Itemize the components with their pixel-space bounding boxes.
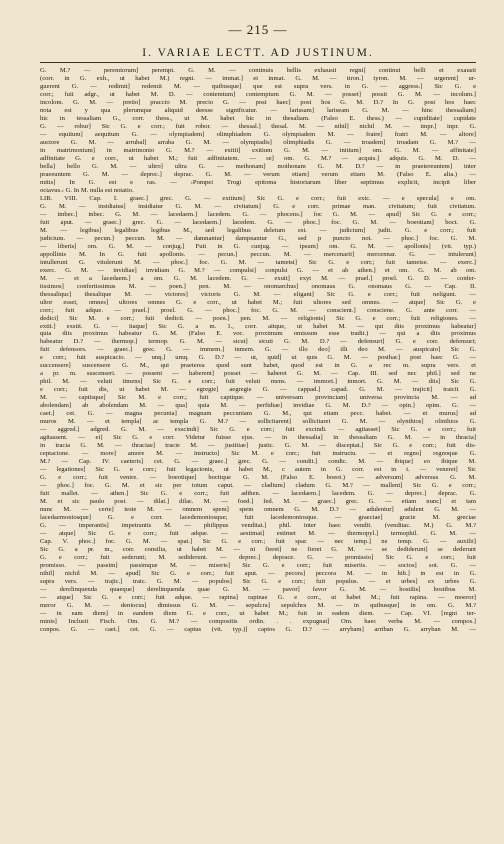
text-line: G. e corr.; fuit venire. — boeotique] boctique G. M. (Falso E. boeot.) — adversum] adversus G. M. — [40, 474, 476, 482]
text-line: conpos. G. — caet.] cet. G. — captus (vit. typ.)] captos G. D.? — arrybam] arriban G. arryban M. — — [40, 625, 476, 633]
text-line: corr.; fuit adque. — prael.] proel. G. — phoc.] foc. G. M. — conscient.] consciene. G. ante corr. — — [40, 306, 476, 314]
text-line: G. M. — insidiatus] insidiatur G. M. — civitatum] G. e corr. primae man. civitatum; fuit civitatum. — [40, 202, 476, 210]
text-line: in matrimonium] in matrimonio G. M.? — exitii] exitium G. M. — initium] om. G. M. — affinitate] — [40, 146, 476, 154]
text-line: supra vers. — trajic.] traic. G. M. — populos] Sic G. e corr.; fuit populus. — et urbes] ex urbes G. — [40, 578, 476, 585]
text-line: fuit aput. — graec.] grec. G. — lacedaem.] lacedem. G. — phoc.] foc. G. M. — boeotiam] boct. G. — [40, 218, 476, 226]
text-line: adfinitate G. e corr., ut habet M.; fuit adfinitatem. — se] om. G. M.? — acquis.] adquis. G. M. D. — — [40, 154, 476, 162]
text-line: G. M.? — peremtorum] perempt. G. M. — continuis bellis exhausti regni] continui belli et exausti — [40, 67, 476, 74]
text-line: — equitum] aequitum G. — olympiadem] olimphiadem G. olympiadem M. — fratre] fratri M. — altore] — [40, 130, 476, 138]
text-line: abolendam] ab abolendam M. — qua] quia M. — perfidiae] invidiae G. M. D.? — opin.] opim. G. — — [40, 402, 476, 410]
text-line: Sic G. a pr. m., corr. consilia, ut habet M. — ni fieret] ne fieret G. M. — se dediderunt] se dederunt — [40, 546, 476, 554]
text-line: — derelinquenda quaeque] derelinquenda quae G. M. — pavor] favor G. M. — hostilis] hostibus M. — [40, 585, 476, 593]
text-line: corr.; fuit adgr., ut habet M. D. — contemtum] contemptum G. M. — posset] possit G. M. — incolum.] — [40, 90, 476, 98]
text-line: M. et sic paulo post. — dilat.] dilac. M. — foed.] fed. M. — graec.] grec. G. — etiam nunc] et tam — [40, 498, 476, 506]
page — [40, 22, 476, 822]
text-line: praeeuntem G. M. — deprec.] deprac. G. M. — verum etiam] verum etiam M. (Falso E. alia.) — — [40, 170, 476, 178]
text-line: nihil] nichil M. — apud] Sic G. e corr.; fuit aput. — pecora] peccora M. — in hib.] in est in G. — [40, 570, 476, 578]
section-title: I. VARIAE LECTT. AD JUSTINUM. — [142, 47, 374, 59]
text-line: Cap. V. phoc.] foc. G. M. — spat.] Sic G. e corr.; fuit spac — nec temp.] ne temp. G. — auxilii] — [40, 538, 476, 546]
text-line: mitis] In G. est e ras. — ›Pompei Trogi epitoma historiarum liber septimus explicit, incipit liber — [40, 178, 476, 186]
text-line: — imbec.] inbec. G. M. — lacedaem.] lacedem. G. — phocens.] foc G. M. — apud] Sic G. e corr.; — [40, 210, 476, 218]
text-line: muros M. — et templa] ac templa G. M.? — sollicitarent] sollicitaret G. M. — olynthios] olinthios G. — [40, 418, 476, 426]
text-line: — aggred.] adgred. G. M. — exscindi] Sic G. e corr.; fuit excindi. — agitasset] Sic G. e corr.; fuit — [40, 426, 476, 434]
text-line: LIB. VIII. Cap. I. graec.] grec. G. — exitium] Sic G. e corr.; fuit exic. — e specula] e om. — [40, 194, 476, 202]
text-line: agitassent. — ei] Sic G. e corr. Videtur fuisse ejus. — in thessalia] in thessaliam G. M. — in thracia] — [40, 434, 476, 442]
text-line: intullerunt G. vitulerunt M. — phoc.] foc. G. M. — tametsi] Sic G. e corr.; fuit tametse. — exerc.] — [40, 258, 476, 266]
text-line: e corr.; fuit dis, ut habet M. — egregie] aegregie G. — cappad.] capad. G. M. — trajicit] traicit G. — [40, 386, 476, 394]
text-line: thessaliquc] thesalique M. — victores] victoris G. M. — eligant] Sic G. e corr.; fuit neligunt. — — [40, 290, 476, 298]
text-line: — liberis] om. G. M. — conjug.] Fuit in G. cunjug. — ipsum] om. G. M. — apollonis] (vit. typ.) — [40, 242, 476, 250]
text-line: phil. M. — veluti timens] Sic G. e corr.; fuit veluti mens. — immort.] inmort. G. M. — diis] Sic G. — [40, 378, 476, 386]
text-line: meror G. M. — deniocus] dimissus G. M. — sepulcra] sepulchra M. — in quibusque] in om. G. M.? — [40, 601, 476, 609]
text-line: auctore G. M. — arrubal] arraba G. M. — olympiadis] olimphiadis G. — troadem] troadam G. M.? — — [40, 138, 476, 146]
text-line: habeatur D.? — thermop.] termop. G. M. — sicut] sicuti G. M. D.? — defensuri] G. e corr. defensuri; — [40, 338, 476, 346]
text-line: judicium. — pecun.] peccun. M. — damnantur] dampnantur G., sed p puncto not. — phoc.] foc. G. M. — [40, 234, 476, 242]
text-line: appollinis M. In G. fuit apollonis. — pecun.] peccun. M. — mercenarii] mercennar. G. — intulerunt] — [40, 250, 476, 258]
text-line: hic in tessaliam G., corr. thess., ut M. habet hic in thesaliam. (Falso E. thess.) — cupiditate] cupidate — [40, 114, 476, 122]
text-line: extit.] exstit. G. — itaque] Sic G. a m. 1., corr. aitque, ut habet M. — qui diis proximus habeatur] — [40, 322, 476, 330]
text-line: promisso. — passim] passimque M. — miseris] Sic G. e corr.; fuit miseriis. — socios] sot. G. — — [40, 562, 476, 570]
text-line: ultor esset, omnes] ultores omnes G. e corr., ut habet M.; fuit ultores sed omnes. — atque] Sic G. e — [40, 298, 476, 306]
text-line: M. — captisque] Sic M. e corr.; fuit captique. — universam provinciam] universa provincia M. — ad — [40, 394, 476, 402]
text-line: quia diis proximus habeatur G. M. (Falso E. voc. proximum omissum esse tradit.) — qui a diis proximus — [40, 330, 476, 338]
text-line: — in eam diem] in eandem diem G. e corr., ut habet M.; fuit in eadem diem. — Cap. VI. [regni ter- — [40, 609, 476, 617]
text-line: M.? — Cap. IV. caeteris] cet. G. — graec.] grec. G. — condit.] condic. M. — ibique] eo ibique M. — [40, 458, 476, 466]
text-line: G. e corr.; fuit sederunt; M. sediderunt. — deprec.] deprace. G. — promissio] Sic G. e corr.; fuit — [40, 554, 476, 562]
text-line: nota est y qua plerumque aliquid deesse significatur. — larissam] lariseam G. M. — hinc thessaliam] — [40, 106, 476, 114]
text-line: tissimos] confertissimus M. — poen.] pen. M. — onomarchus] onomaus G. onomaus G. — Cap. II. — [40, 282, 476, 290]
text-line: bella] bello G. M. — ultro] ultra G. — methonam] mothonam G. M. D.? — in praetereuntem] inter — [40, 162, 476, 170]
text-line: G. — imperantis] impetrantis M. — philippus venditat.] phil. inter haec vendit. (venditac. M.) G. M.? — [40, 522, 476, 530]
text-line: a pr. m. suscenseri. — possent — haberent] posset — haberet G. M. — Cap. III. sed nec phil.] sed ne — [40, 370, 476, 378]
text-line: — atque] Sic G. e corr.; fuit adque. — aestimat] estimet M. — thermopyl.] termophil. G. M. — — [40, 530, 476, 538]
text-line: M. — legibus] legalibus legibus M., sed legalibus deletum est. — judicium] judit. G. e corr.; fuit — [40, 226, 476, 234]
text-line: succensere] suscensere G. M., qui praeterea quod sunt habet, quod est in G. a rec m. supra vers. et — [40, 362, 476, 370]
text-line: octavus.‹ G. In M. nulla est notatio. — [40, 186, 134, 194]
text-line: exerc. G. M. — invidiae] invidiam G. M.? — compulsi] conpulsi G. — et ab athen.] et om. G. M. ab om. — [40, 266, 476, 274]
text-line: fuit defensors. — graec.] grec. G. — immem.] inmem. G. — illo deo] illi deo M. — auspicato] Sic G. — [40, 346, 476, 354]
header-rule — [40, 62, 476, 63]
text-line: — atque] Sic G. e corr.; fuit adque. — rapina] rapinae G. e corr., ut habet M.; fuit rapina. — moeror] — [40, 593, 476, 601]
text-line: minis] Inclusit Fisch. Om. G. M.? — compositis ordin. . . expugnat] Om. haec verba M. — compos.] — [40, 617, 476, 625]
text-line: G. — robur] Sic G. e corr.; fuit robor. — thessal.] thesal. M. — nihil] nichil M. — impr.] inpr. G. — [40, 122, 476, 130]
apparatus-text — [40, 67, 476, 634]
text-line: — phoc.] foc. G. M. et sic per totum caput. — cladium] cladum G. M.? — mallent] Sic G. e corr.; — [40, 482, 476, 490]
text-line: nunc M. — certe] teste M. — omnem spem] spem omnem G. M. D.? — adulentur] adulent G. M. — — [40, 506, 476, 514]
text-line: guerent G. — redimit] redemit M. — quibusque] que est supra vers. in G. — aggress.] Sic G. e — [40, 82, 476, 90]
text-line: dedici] Sic M. e corr.; fuit dedicti. — poen.] pen. M. — religionis] Sic G. e corr.; fuit religiones. — — [40, 314, 476, 322]
text-line: e corr.; fuit auspicacio. — unq.] umq. G. D.? — ut, quid] ut quis G. M. — posthac] post haec G. — — [40, 354, 476, 362]
text-line: caet.] cet. G. — magna pecunia] magnam peccuniam G. M., qui etiam pecc. habet. — et murus] ad — [40, 410, 476, 418]
text-line: incolom. G. M. — pretio] praccio M. precio G. — post haec] post hos G. M. D.? In G. post hos haec — [40, 98, 476, 106]
text-line: lacedaemoniosque] G. e corr. lacedemoniosque; fuit lacedemoniosque. — graeciae] gracie M. greciae — [40, 514, 476, 522]
text-line: in tracia G. M. — thraciae] tracie M. — justitiae] justic. G. M. — disceptat.] Sic G. e corr.; fuit dis- — [40, 442, 476, 450]
text-line: fuit mallet. — athen.] Sic G. e corr.; fuit adthen. — lacedaem.] lacedem. G. — deprec.] deprac. G. — [40, 490, 476, 498]
text-line: ceptacione. — more] amore M. — instructo] Sic M. e corr.; fuit instructu. — et regno] regnoque G. — [40, 450, 476, 458]
text-line: (corr. in G. exh., ut habet M.) regni. — immat.] et inmat. G. M. — tiron.] tyron. M. — urgerent] ur- — [40, 74, 476, 82]
text-line: — legationes] Sic G. e corr.; fuit legacionis, ut habet M., c autem in G. corr. est in t. — veneret] Sic — [40, 466, 476, 474]
text-line: M. — et a lacedaem.] a om. G. M. lacedem. G. — exuit] exyt M. — prael.] proel. G. D. — confer- — [40, 274, 476, 282]
page-number: — 215 — — [228, 22, 288, 37]
